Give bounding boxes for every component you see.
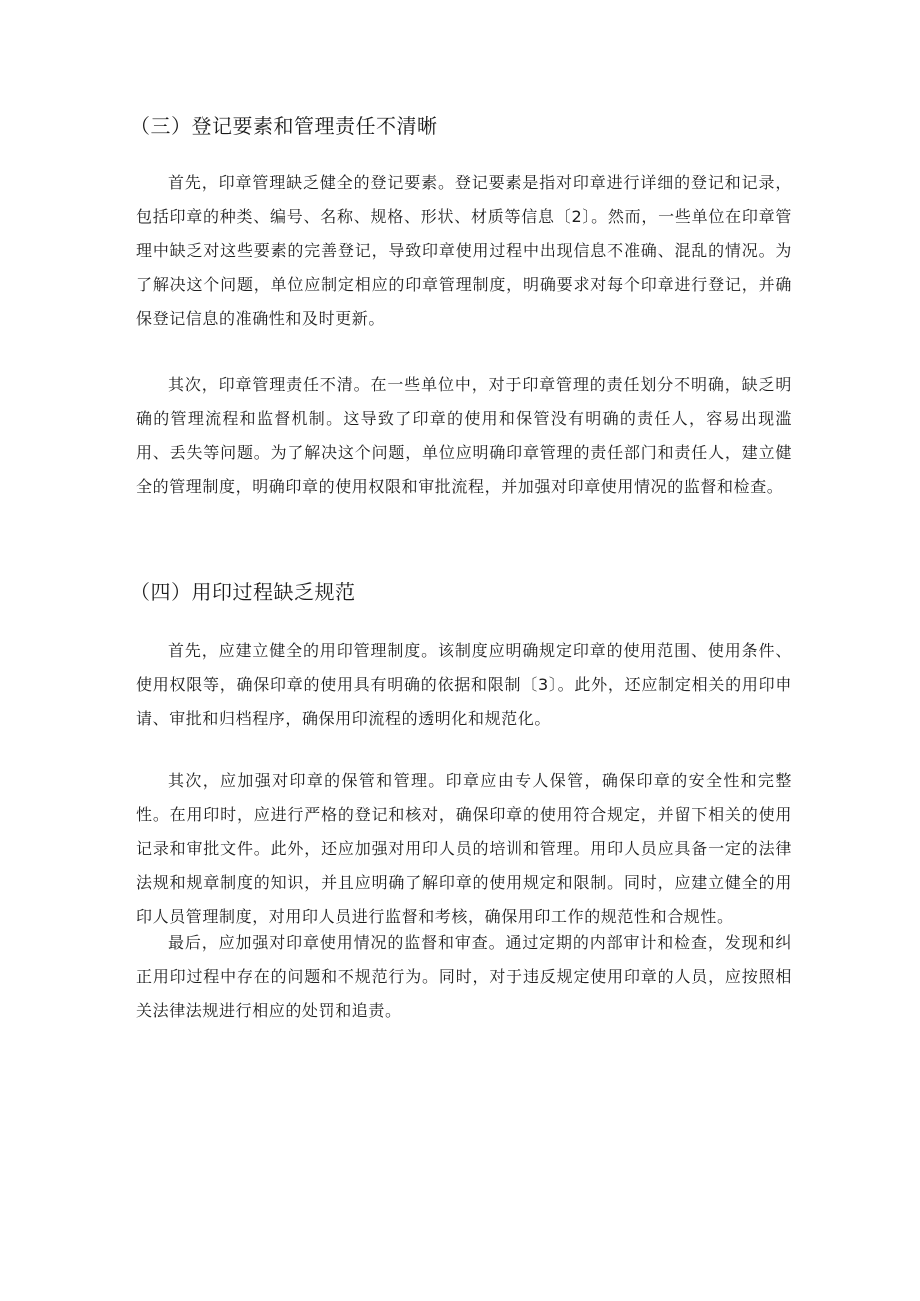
section-heading-3: （三）登记要素和管理责任不清晰 (130, 114, 438, 138)
section-heading-4: （四）用印过程缺乏规范 (130, 580, 356, 604)
paragraph: 首先，应建立健全的用印管理制度。该制度应明确规定印章的使用范围、使用条件、使用权限等，确保印章的使用具有明确的依据和限制〔3〕。此外，还应制定相关的用印申请、审批和归档程序，确保用印流程的透明化和规范化。 (136, 641, 792, 728)
paragraph: 其次，应加强对印章的保管和管理。印章应由专人保管，确保印章的安全性和完整性。在用印时，应进行严格的登记和核对，确保印章的使用符合规定，并留下相关的使用记录和审批文件。此外，还应加强对用印人员的培训和管理。用印人员应具备一定的法律法规和规章制度的知识，并且应明确了解印章的使用规定和限制。同时，应建立健全的用印人员管理制度，对用印人员进行监督和考核，确保用印工作的规范性和合规性。 (136, 771, 792, 926)
paragraph: 首先，印章管理缺乏健全的登记要素。登记要素是指对印章进行详细的登记和记录，包括印章的种类、编号、名称、规格、形状、材质等信息〔2〕。然而，一些单位在印章管理中缺乏对这些要素的完善登记，导致印章使用过程中出现信息不准确、混乱的情况。为了解决这个问题，单位应制定相应的印章管理制度，明确要求对每个印章进行登记，并确保登记信息的准确性和及时更新。 (136, 173, 792, 328)
paragraph: 其次，印章管理责任不清。在一些单位中，对于印章管理的责任划分不明确，缺乏明确的管理流程和监督机制。这导致了印章的使用和保管没有明确的责任人，容易出现滥用、丢失等问题。为了解决这个问题，单位应明确印章管理的责任部门和责任人，建立健全的管理制度，明确印章的使用权限和审批流程，并加强对印章使用情况的监督和检查。 (136, 375, 792, 496)
paragraph: 最后，应加强对印章使用情况的监督和审查。通过定期的内部审计和检查，发现和纠正用印过程中存在的问题和不规范行为。同时，对于违反规定使用印章的人员，应按照相关法律法规进行相应的处罚和追责。 (136, 933, 792, 1020)
